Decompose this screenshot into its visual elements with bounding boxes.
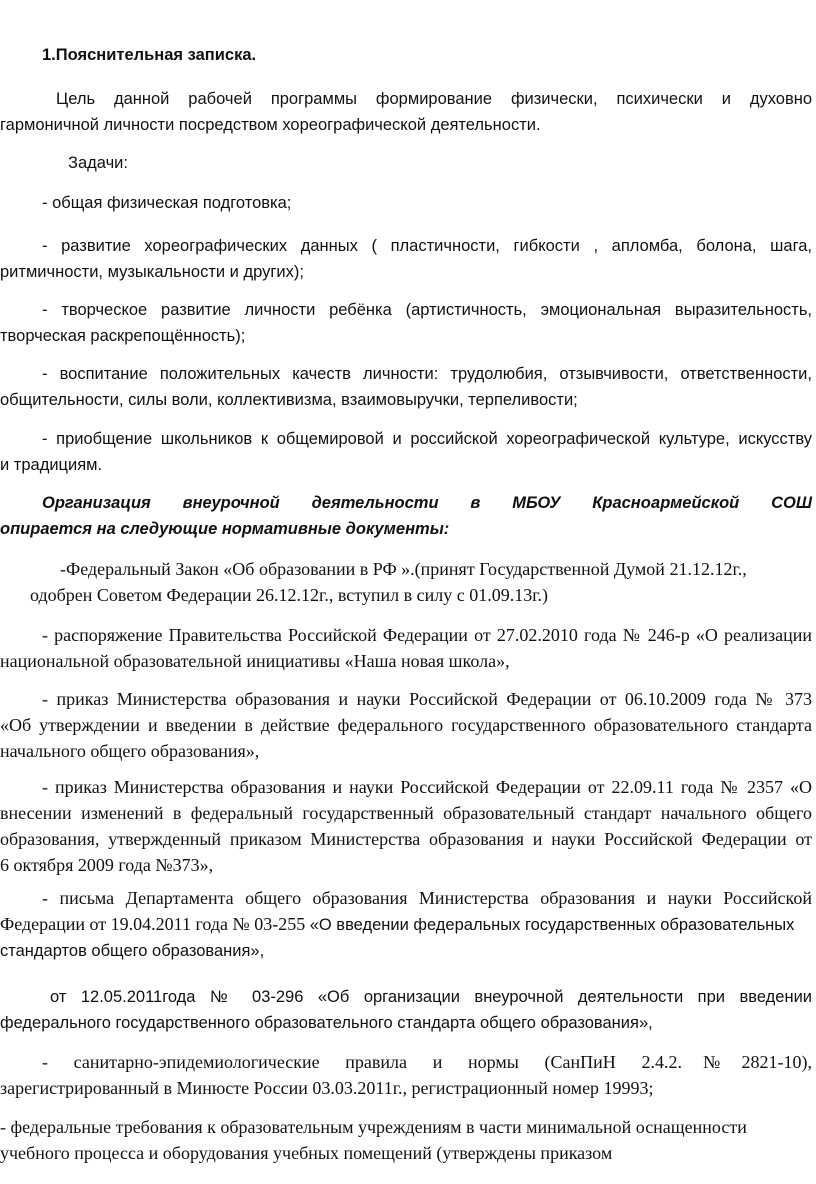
goal-line-1: Цель данной рабочей программы формирование физически, психически и духовно <box>56 90 812 108</box>
task-item <box>0 297 812 349</box>
document-line: 6 октября 2009 года №373», <box>0 855 214 875</box>
goal-line-2: гармоничной личности посредством хореографической деятельности. <box>0 116 541 134</box>
document-line: - санитарно-эпидемиологические правила и нормы (СанПиН 2.4.2.№2821-10), <box>42 1052 812 1072</box>
document-line-part: «О введении федеральных государственных образовательных <box>309 916 795 934</box>
document-item <box>0 1049 812 1101</box>
document-line: образования, утвержденный приказом Министерства образования и науки Российской Федерации от <box>0 829 812 849</box>
document-line: внесении изменений в федеральный государственный образовательный стандарт начального общего <box>0 803 812 823</box>
section-title: 1.Пояснительная записка. <box>42 46 257 64</box>
document-line: одобрен Советом Федерации 26.12.12г., вступил в силу с 01.09.13г.) <box>30 585 549 605</box>
goal-paragraph <box>0 86 812 138</box>
document-line: - приказ Министерства образования и науки Российской Федерации от 06.10.2009 года № 373 <box>42 689 812 709</box>
organization-line-1: Организация внеурочной деятельности в МБОУ Красноармейской СОШ <box>42 494 812 512</box>
task-line: - общая физическая подготовка; <box>42 194 292 212</box>
document-line: - письма Департамента общего образования Министерства образования и науки Российской <box>42 888 812 908</box>
document-line: федерального государственного образовательного стандарта общего образования», <box>0 1014 653 1032</box>
task-line: - развитие хореографических данных ( пластичности, гибкости , апломба, болона, шага, <box>42 237 812 255</box>
document-item <box>0 774 812 878</box>
tasks-label: Задачи: <box>68 154 128 172</box>
task-item <box>0 426 812 478</box>
document-line-part: Федерации от 19.04.2011 года № 03-255 <box>0 914 310 934</box>
document-line: -Федеральный Закон «Об образовании в РФ ».(принят Государственной Думой 21.12.12г., <box>60 559 747 579</box>
document-line: - приказ Министерства образования и науки Российской Федерации от 22.09.11 года № 2357 «О <box>42 777 812 797</box>
task-line: - воспитание положительных качеств личности: трудолюбия, отзывчивости, ответственности, <box>42 365 812 383</box>
document-item <box>0 622 812 674</box>
task-line: и традициям. <box>0 456 103 474</box>
document-line: начального общего образования», <box>0 741 260 761</box>
organization-line-2: опирается на следующие нормативные документы: <box>0 520 450 538</box>
document-line: от 12.05.2011года № 03-296 «Об организации внеурочной деятельности при введении <box>50 988 812 1006</box>
document-line: «Об утверждении и введении в действие федерального государственного образовательного стандарта <box>0 715 812 735</box>
task-item <box>0 233 812 285</box>
task-line: - творческое развитие личности ребёнка (артистичность, эмоциональная выразительность, <box>42 301 812 319</box>
document-line: зарегистрированный в Минюсте России 03.03.2011г., регистрационный номер 19993; <box>0 1078 654 1098</box>
document-item <box>0 984 812 1036</box>
organization-heading <box>0 490 812 542</box>
document-item <box>0 686 812 764</box>
task-line: ритмичности, музыкальности и других); <box>0 263 304 281</box>
task-item <box>0 361 812 413</box>
task-line: - приобщение школьников к общемировой и российской хореографической культуре, искусству <box>42 430 812 448</box>
document-line: учебного процесса и оборудования учебных помещений (утверждены приказом <box>0 1143 613 1163</box>
document-item <box>0 885 812 964</box>
document-item <box>0 1114 780 1166</box>
document-line: национальной образовательной инициативы «Наша новая школа», <box>0 651 510 671</box>
document-item <box>0 556 812 608</box>
task-item <box>0 190 812 216</box>
document-line: стандартов общего образования», <box>0 942 265 960</box>
task-line: творческая раскрепощённость); <box>0 327 246 345</box>
task-line: общительности, силы воли, коллективизма, взаимовыручки, терпеливости; <box>0 391 578 409</box>
document-line-mixed <box>0 911 812 938</box>
document-line: - федеральные требования к образовательным учреждениям в части минимальной оснащенности <box>0 1117 747 1137</box>
document-line: - распоряжение Правительства Российской Федерации от 27.02.2010 года № 246-р «О реализации <box>42 625 812 645</box>
